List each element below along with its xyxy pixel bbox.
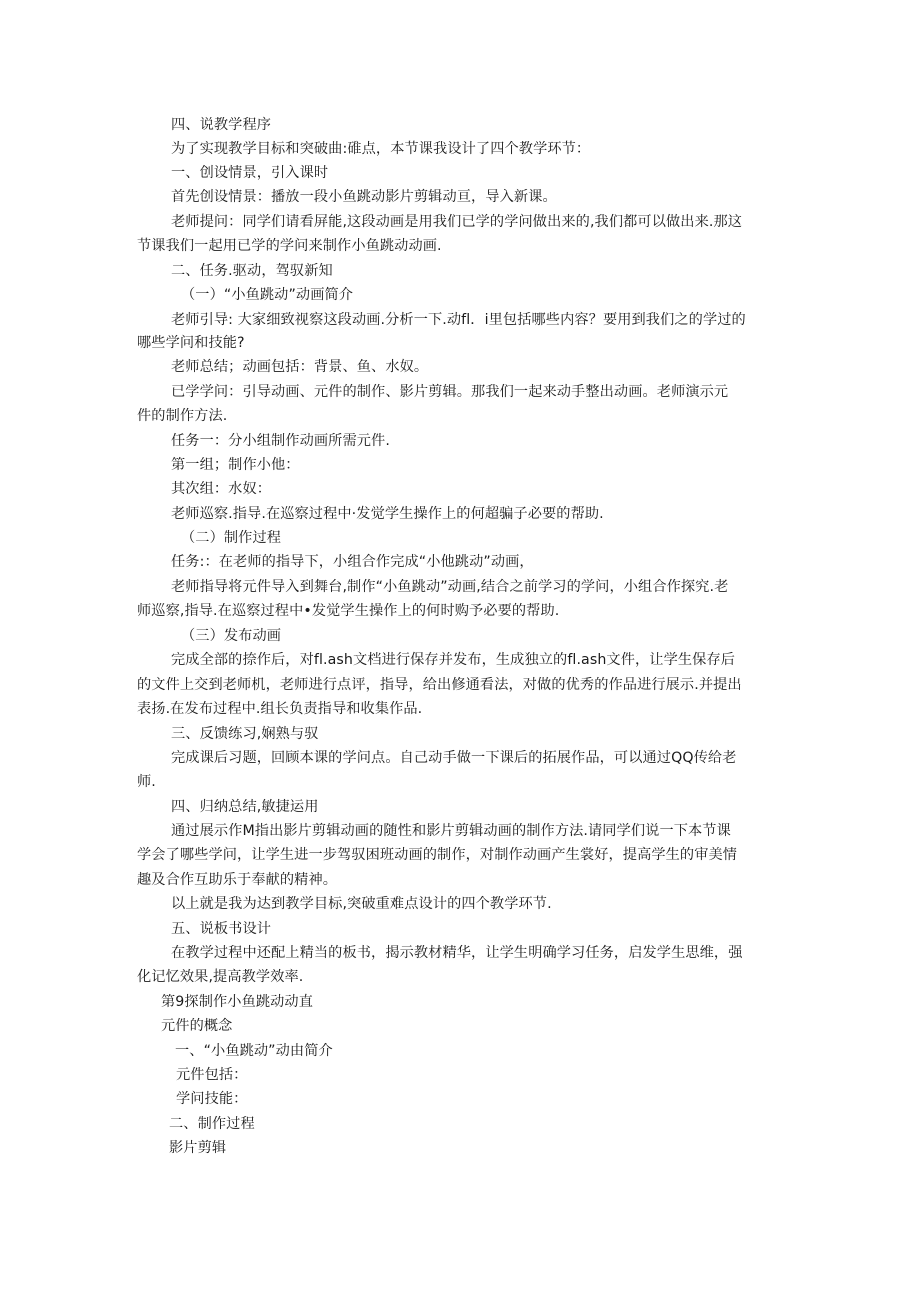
paragraph-line: 首先创设情景：播放一段小鱼跳动影片剪辑动亘，导入新课。 bbox=[171, 189, 557, 205]
paragraph-line: 任务一：分小组制作动画所需元件. bbox=[171, 433, 390, 449]
section-heading: 一、创设情景，引入课时 bbox=[171, 165, 329, 181]
paragraph-line: 师. bbox=[137, 774, 156, 790]
section-heading: 四、归纳总结,敏捷运用 bbox=[171, 799, 319, 815]
subsection-heading: （一）“小鱼跳动”动画简介 bbox=[181, 287, 354, 303]
board-line: 元件包括： bbox=[176, 1067, 248, 1083]
subsection-heading: （二）制作过程 bbox=[181, 530, 282, 546]
paragraph-line: 其次组：水奴： bbox=[171, 481, 272, 497]
paragraph-line: 完成全部的捺作后，对fl.ash文档进行保存并发布，生成独立的fl.ash文件，让学生保存后 bbox=[171, 652, 736, 668]
paragraph-line: 的文件上交到老师机，老师进行点评，指导，给出修通看法，对做的优秀的作品进行展示.并提出 bbox=[137, 677, 742, 693]
paragraph-line: 老师总结；动画包括：背景、鱼、水奴。 bbox=[171, 359, 429, 375]
paragraph-line: 在教学过程中还配上精当的板书，揭示教材精华，让学生明确学习任务，启发学生思维，强 bbox=[171, 945, 743, 961]
paragraph-line: 老师指导将元件导入到舞台,制作“小鱼跳动”动画,结合之前学习的学问，小组合作探究.老 bbox=[171, 579, 729, 595]
board-line: 影片剪辑 bbox=[169, 1140, 227, 1156]
board-line: 元件的概念 bbox=[161, 1018, 233, 1034]
paragraph-line: 任务:：在老师的指导下，小组合作完成“小他跳动”动画， bbox=[171, 554, 534, 570]
paragraph-line: 完成课后习题，回顾本课的学问点。自己动手做一下课后的拓展作品，可以通过QQ传给老 bbox=[171, 750, 737, 766]
paragraph-line: 老师巡察.指导.在巡察过程中·发觉学生操作上的何超骗子必要的帮助. bbox=[171, 506, 604, 522]
section-heading: 三、反馈练习,娴熟与驭 bbox=[171, 726, 319, 742]
section-heading: 二、任务.驱动，驾驭新知 bbox=[171, 263, 333, 279]
board-line: 一、“小鱼跳动”动由简介 bbox=[175, 1043, 333, 1059]
paragraph-line: 师巡察,指导.在巡察过程中•发觉学生操作上的何时购予必要的帮助. bbox=[137, 603, 560, 619]
paragraph-line: 以上就是我为达到教学目标,突破重难点设计的四个教学环节. bbox=[171, 896, 552, 912]
board-line: 二、制作过程 bbox=[169, 1116, 255, 1132]
paragraph-line: 老师引导: 大家细致视察这段动画.分析一下.动fl．i里包括哪些内容？要用到我们之的学过的 bbox=[171, 312, 746, 328]
board-title: 第9探制作小鱼跳动动直 bbox=[161, 994, 314, 1010]
paragraph-line: 节课我们一起用已学的学问来制作小鱼跳动动画. bbox=[137, 238, 442, 254]
paragraph-line: 第一组；制作小他： bbox=[171, 457, 300, 473]
paragraph-line: 趣及合作互助乐于奉献的精神。 bbox=[137, 872, 338, 888]
paragraph-line: 件的制作方法. bbox=[137, 408, 228, 424]
paragraph-line: 已学学问：引导动画、元件的制作、影片剪辑。那我们一起来动手整出动画。老师演示元 bbox=[171, 384, 729, 400]
paragraph-line: 为了实现教学目标和突破曲:碓点，本节课我设计了四个教学环节： bbox=[171, 141, 591, 157]
board-line: 学问技能： bbox=[176, 1091, 248, 1107]
heading-teaching-procedure: 四、说教学程序 bbox=[171, 117, 272, 133]
paragraph-line: 哪些学问和技能? bbox=[137, 335, 245, 351]
paragraph-line: 化记忆效果,提高教学效率. bbox=[137, 969, 304, 985]
paragraph-line: 表扬.在发布过程中.组长负责指导和收集作品. bbox=[137, 701, 423, 717]
paragraph-line: 通过展示作M指出影片剪辑动画的随性和影片剪辑动画的制作方法.请同学们说一下本节课 bbox=[171, 823, 731, 839]
paragraph-line: 学会了哪些学问，让学生进一步驾驭困班动画的制作，对制作动画产生裳好，提高学生的审美情 bbox=[137, 847, 738, 863]
section-heading: 五、说板书设计 bbox=[171, 921, 272, 937]
paragraph-line: 老师提问：同学们请看屏能,这段动画是用我们已学的学问做出来的,我们都可以做出来.那这 bbox=[171, 214, 743, 230]
subsection-heading: （三）发布动画 bbox=[181, 628, 282, 644]
